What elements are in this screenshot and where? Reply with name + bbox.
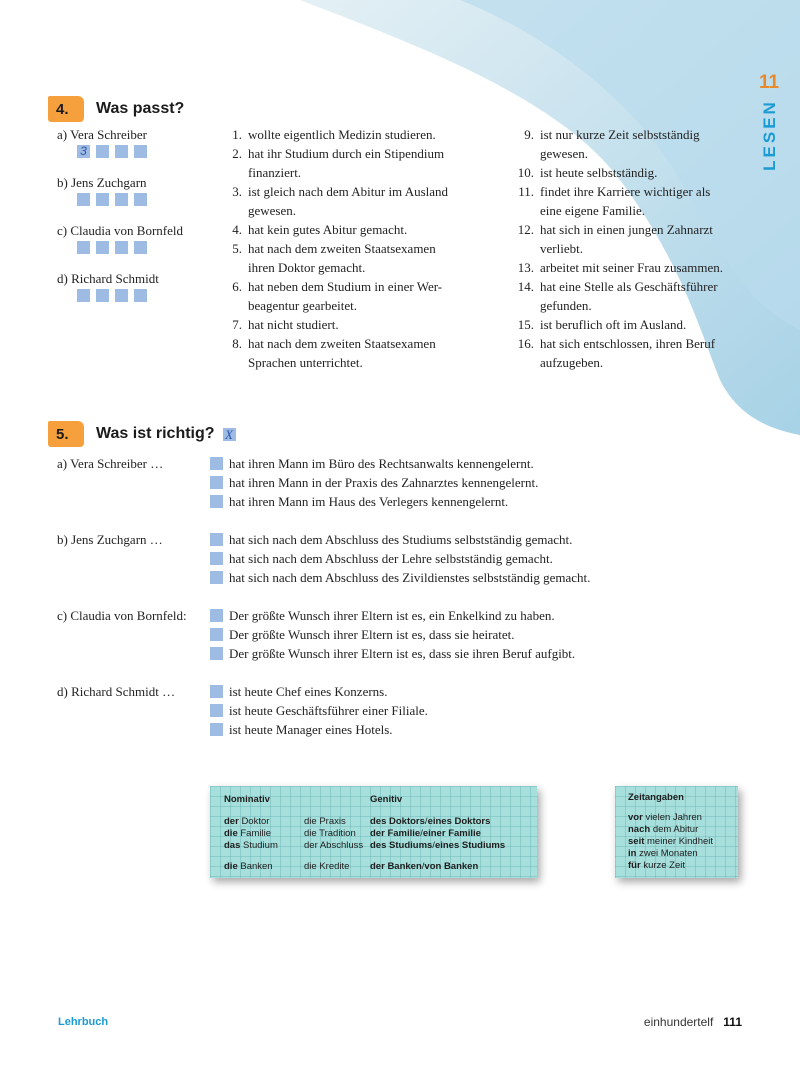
question-label-spacer [57, 549, 210, 568]
statement-line: hat nach dem zweiten Staatsexamen [248, 336, 436, 351]
option-row [57, 473, 757, 492]
statement-line: eine eigene Familie. [540, 203, 646, 218]
statement-line: hat sich entschlossen, ihren Beruf [540, 336, 716, 351]
option-text: ist heute Geschäftsführer einer Filiale. [229, 703, 428, 718]
statement-list-right [510, 125, 760, 372]
statement-item [218, 125, 498, 144]
statement-line: hat sich in einen jungen Zahnarzt [540, 222, 713, 237]
statement-item [510, 182, 760, 220]
question-label-spacer [57, 701, 210, 720]
time-row: seit meiner Kindheit [628, 836, 714, 847]
question-a [57, 454, 757, 511]
statement-item [510, 163, 760, 182]
option-row [57, 682, 757, 701]
option-row [57, 568, 757, 587]
answer-box[interactable] [115, 241, 128, 254]
question-label: b) Jens Zuchgarn … [57, 532, 163, 547]
answer-box[interactable] [115, 145, 128, 158]
statement-line: ist gleich nach dem Abitur im Ausland [248, 184, 449, 199]
question-c [57, 606, 757, 663]
statement-number: 1. [232, 127, 242, 142]
statement-number: 6. [232, 279, 242, 294]
option [210, 568, 590, 587]
question-label: d) Richard Schmidt … [57, 684, 176, 699]
chapter-number: 11 [758, 72, 780, 93]
statement-line: ist nur kurze Zeit selbstständig [540, 127, 700, 142]
answer-box[interactable] [77, 193, 90, 206]
time-row: für kurze Zeit [628, 860, 686, 871]
page-number [644, 1015, 742, 1029]
section-4-title: Was passt? [96, 100, 185, 117]
answer-box[interactable]: 3 [77, 145, 90, 158]
option-checkbox[interactable] [210, 647, 223, 660]
question-label-spacer [57, 473, 210, 492]
option-checkbox[interactable] [210, 628, 223, 641]
person-label: d) Richard Schmidt [57, 271, 159, 286]
option [210, 701, 428, 720]
option [210, 492, 508, 511]
person-label: b) Jens Zuchgarn [57, 175, 147, 190]
statement-text [248, 125, 436, 144]
answer-box[interactable] [96, 241, 109, 254]
time-row: vor vielen Jahren [628, 812, 702, 823]
statement-item [218, 239, 498, 277]
option-row [57, 549, 757, 568]
statement-line: findet ihre Karriere wichtiger als [540, 184, 711, 199]
statement-number: 3. [232, 184, 242, 199]
option-checkbox[interactable] [210, 495, 223, 508]
statement-text [248, 315, 339, 334]
option [210, 606, 555, 625]
statement-text [248, 144, 444, 182]
nominativ-heading: Nominativ [224, 794, 270, 805]
option-row [57, 644, 757, 663]
statement-line: finanziert. [248, 165, 302, 180]
statement-line: hat kein gutes Abitur gemacht. [248, 222, 408, 237]
genitiv-row: der Familie/einer Familie [370, 828, 481, 839]
question-d [57, 682, 757, 739]
person-a [57, 125, 227, 173]
answer-box[interactable] [96, 145, 109, 158]
section-5-title: Was ist richtig? [96, 425, 215, 442]
statement-number: 15. [517, 317, 534, 332]
statement-line: Sprachen unterrichtet. [248, 355, 363, 370]
person-b [57, 173, 227, 221]
chapter-label: LESEN [760, 99, 779, 171]
statement-text [248, 239, 436, 277]
footer-book-label: Lehrbuch [58, 1016, 109, 1028]
statement-number: 10. [517, 165, 534, 180]
option [210, 454, 534, 473]
answer-box[interactable] [96, 289, 109, 302]
option-row [57, 701, 757, 720]
answer-box[interactable] [134, 289, 147, 302]
statement-text [540, 182, 710, 220]
option-checkbox[interactable] [210, 457, 223, 470]
option-text: Der größte Wunsch ihrer Eltern ist es, dass sie ihren Beruf aufgibt. [229, 646, 576, 661]
option-checkbox[interactable] [210, 704, 223, 717]
statement-text [540, 315, 686, 334]
statement-line: ihren Doktor gemacht. [248, 260, 366, 275]
option-text: hat ihren Mann in der Praxis des Zahnarztes kennengelernt. [229, 475, 539, 490]
statement-line: arbeitet mit seiner Frau zusammen. [540, 260, 724, 275]
nominativ-row: die Familie [224, 828, 271, 839]
statement-item [218, 315, 498, 334]
answer-box[interactable] [96, 193, 109, 206]
middle-row: der Abschluss [304, 840, 364, 851]
statement-line: beagentur gearbeitet. [248, 298, 357, 313]
option-text: hat ihren Mann im Haus des Verlegers kennengelernt. [229, 494, 509, 509]
statement-number: 8. [232, 336, 242, 351]
statement-list-left [218, 125, 498, 372]
option-checkbox[interactable] [210, 571, 223, 584]
genitiv-heading: Genitiv [370, 794, 403, 805]
answer-box[interactable] [77, 289, 90, 302]
option-row [57, 530, 757, 549]
option-checkbox[interactable] [210, 476, 223, 489]
time-expressions-box [615, 786, 738, 878]
genitiv-row: des Studiums/eines Studiums [370, 840, 506, 851]
answer-box[interactable] [115, 193, 128, 206]
option [210, 625, 515, 644]
check-mark-icon: X [223, 428, 236, 441]
option-text: hat sich nach dem Abschluss des Studiums selbstständig gemacht. [229, 532, 573, 547]
statement-item [218, 182, 498, 220]
statement-number: 14. [517, 279, 534, 294]
statement-item [510, 258, 760, 277]
time-box-title: Zeitangaben [628, 792, 684, 803]
question-label: a) Vera Schreiber … [57, 456, 164, 471]
question-label-spacer [57, 644, 210, 663]
statement-item [510, 220, 760, 258]
middle-row: die Praxis [304, 816, 346, 827]
nominativ-row: das Studium [224, 840, 278, 851]
option-row [57, 720, 757, 739]
option-text: Der größte Wunsch ihrer Eltern ist es, ein Enkelkind zu haben. [229, 608, 555, 623]
statement-text [540, 163, 657, 182]
statement-text [248, 334, 436, 372]
question-label-spacer [57, 568, 210, 587]
nominativ-row: der Doktor [224, 816, 270, 827]
statement-text [540, 277, 718, 315]
question-b [57, 530, 757, 587]
answer-box[interactable] [77, 241, 90, 254]
statement-item [510, 277, 760, 315]
answer-box[interactable] [134, 145, 147, 158]
statement-number: 11. [518, 184, 534, 199]
statement-item [218, 334, 498, 372]
statement-line: aufzugeben. [540, 355, 604, 370]
genitiv-plural-row: der Banken/von Banken [370, 861, 479, 872]
statement-line: hat nicht studiert. [248, 317, 339, 332]
nominativ-plural-row: die Banken [224, 861, 273, 872]
statement-number: 4. [232, 222, 242, 237]
answer-box[interactable] [134, 241, 147, 254]
person-label: c) Claudia von Bornfeld [57, 223, 183, 238]
statement-text [248, 182, 448, 220]
option-checkbox[interactable] [210, 609, 223, 622]
statement-line: hat neben dem Studium in einer Wer- [248, 279, 443, 294]
option [210, 644, 575, 663]
statement-line: hat nach dem zweiten Staatsexamen [248, 241, 436, 256]
time-row: in zwei Monaten [628, 848, 698, 859]
statement-text [540, 125, 700, 163]
section-5-number: 5. [48, 421, 84, 447]
option-checkbox[interactable] [210, 685, 223, 698]
page-number-word: einhundertelf [643, 1015, 714, 1029]
person-d [57, 269, 227, 317]
statement-number: 13. [517, 260, 534, 275]
section-4-header [48, 96, 184, 122]
statement-line: hat ihr Studium durch ein Stipendium [248, 146, 445, 161]
person-c [57, 221, 227, 269]
statement-text [540, 220, 713, 258]
option-text: hat ihren Mann im Büro des Rechtsanwalts kennengelernt. [229, 456, 534, 471]
statement-text [248, 277, 442, 315]
statement-line: hat eine Stelle als Geschäftsführer [540, 279, 718, 294]
grammar-box [210, 786, 537, 878]
statement-item [510, 125, 760, 163]
statement-text [540, 258, 723, 277]
statement-line: gewesen. [248, 203, 297, 218]
option-checkbox[interactable] [210, 723, 223, 736]
statement-line: verliebt. [540, 241, 583, 256]
option-text: Der größte Wunsch ihrer Eltern ist es, dass sie heiratet. [229, 627, 515, 642]
statement-item [218, 220, 498, 239]
time-row: nach dem Abitur [628, 824, 699, 835]
person-label: a) Vera Schreiber [57, 127, 147, 142]
statement-line: ist heute selbstständig. [540, 165, 658, 180]
statement-number: 2. [232, 146, 242, 161]
genitiv-row: des Doktors/eines Doktors [370, 816, 491, 827]
statement-number: 5. [232, 241, 242, 256]
option [210, 682, 387, 701]
option-row [57, 606, 757, 625]
statement-line: wollte eigentlich Medizin studieren. [248, 127, 436, 142]
statement-line: gefunden. [540, 298, 592, 313]
statement-item [510, 315, 760, 334]
statement-line: gewesen. [540, 146, 589, 161]
person-list [57, 125, 227, 317]
page-number-digits: 111 [723, 1015, 742, 1029]
option-text: ist heute Chef eines Konzerns. [229, 684, 388, 699]
question-label-spacer [57, 625, 210, 644]
question-label: c) Claudia von Bornfeld: [57, 608, 187, 623]
middle-plural-row: die Kredite [304, 861, 350, 872]
question-label-spacer [57, 720, 210, 739]
question-label-spacer [57, 492, 210, 511]
option-text: hat sich nach dem Abschluss des Zivildienstes selbstständig gemacht. [229, 570, 591, 585]
option [210, 720, 393, 739]
option-row [57, 625, 757, 644]
statement-number: 16. [517, 336, 534, 351]
statement-text [248, 220, 407, 239]
option-text: hat sich nach dem Abschluss der Lehre selbstständig gemacht. [229, 551, 553, 566]
statement-text [540, 334, 715, 372]
option-text: ist heute Manager eines Hotels. [229, 722, 393, 737]
middle-row: die Tradition [304, 828, 356, 839]
option-checkbox[interactable] [210, 552, 223, 565]
statement-line: ist beruflich oft im Ausland. [540, 317, 687, 332]
statement-item [510, 334, 760, 372]
answer-box[interactable] [115, 289, 128, 302]
statement-number: 12. [517, 222, 534, 237]
option-row [57, 492, 757, 511]
statement-number: 7. [232, 317, 242, 332]
section-5-header [48, 421, 236, 447]
statement-item [218, 144, 498, 182]
option [210, 530, 572, 549]
answer-box[interactable] [134, 193, 147, 206]
statement-item [218, 277, 498, 315]
section-4-number: 4. [48, 96, 84, 122]
option-row [57, 454, 757, 473]
option [210, 473, 538, 492]
statement-number: 9. [524, 127, 534, 142]
option-checkbox[interactable] [210, 533, 223, 546]
option [210, 549, 553, 568]
